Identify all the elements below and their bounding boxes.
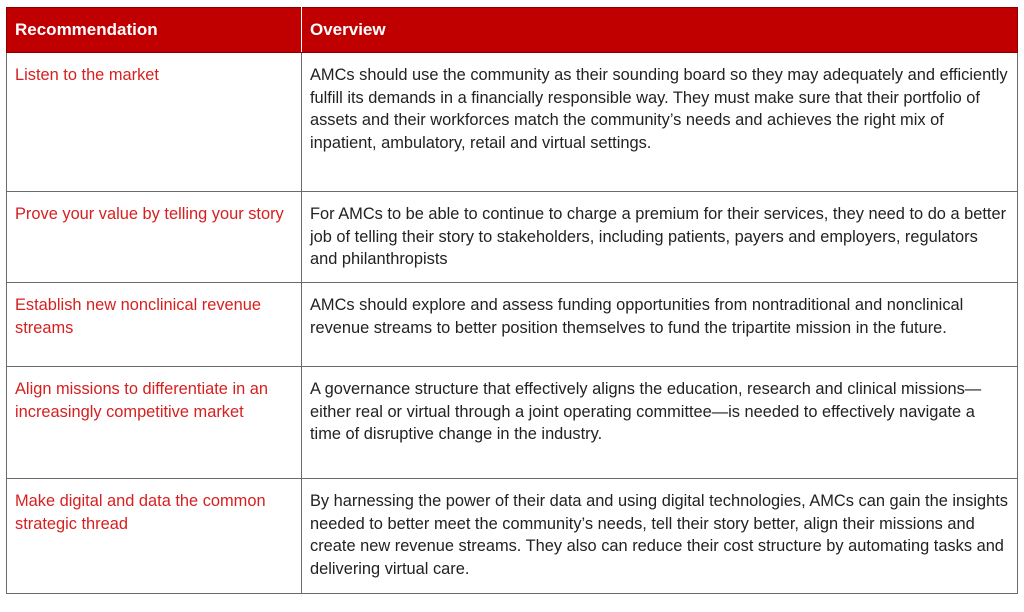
table-row xyxy=(7,367,1018,479)
table-row xyxy=(7,192,1018,283)
recommendation-cell: Prove your value by telling your story xyxy=(7,192,302,283)
overview-cell: AMCs should use the community as their sounding board so they may adequately and efficiently fulfill its demands in a financially responsible way. They must make sure that their portfolio of assets and their workforces match the community’s needs and achieves the right mix of inpatient, ambulatory, retail and virtual settings. xyxy=(302,53,1018,192)
recommendations-table-container xyxy=(6,7,1018,594)
overview-cell: A governance structure that effectively aligns the education, research and clinical missions—either real or virtual through a joint operating committee—is needed to effectively navigate a time of disruptive change in the industry. xyxy=(302,367,1018,479)
table-row xyxy=(7,479,1018,594)
table-header-row xyxy=(7,8,1018,53)
recommendations-table xyxy=(6,7,1018,594)
table-row xyxy=(7,53,1018,192)
column-header-overview: Overview xyxy=(302,8,1018,53)
recommendation-cell: Establish new nonclinical revenue streams xyxy=(7,283,302,367)
overview-cell: AMCs should explore and assess funding opportunities from nontraditional and nonclinical revenue streams to better position themselves to fund the tripartite mission in the future. xyxy=(302,283,1018,367)
overview-cell: By harnessing the power of their data and using digital technologies, AMCs can gain the insights needed to better meet the community’s needs, tell their story better, align their missions and create new revenue streams. They also can reduce their cost structure by automating tasks and delivering virtual care. xyxy=(302,479,1018,594)
table-row xyxy=(7,283,1018,367)
column-header-recommendation: Recommendation xyxy=(7,8,302,53)
recommendation-cell: Listen to the market xyxy=(7,53,302,192)
recommendation-cell: Align missions to differentiate in an increasingly competitive market xyxy=(7,367,302,479)
overview-cell: For AMCs to be able to continue to charge a premium for their services, they need to do a better job of telling their story to stakeholders, including patients, payers and employers, regulators and philanthropists xyxy=(302,192,1018,283)
recommendation-cell: Make digital and data the common strategic thread xyxy=(7,479,302,594)
